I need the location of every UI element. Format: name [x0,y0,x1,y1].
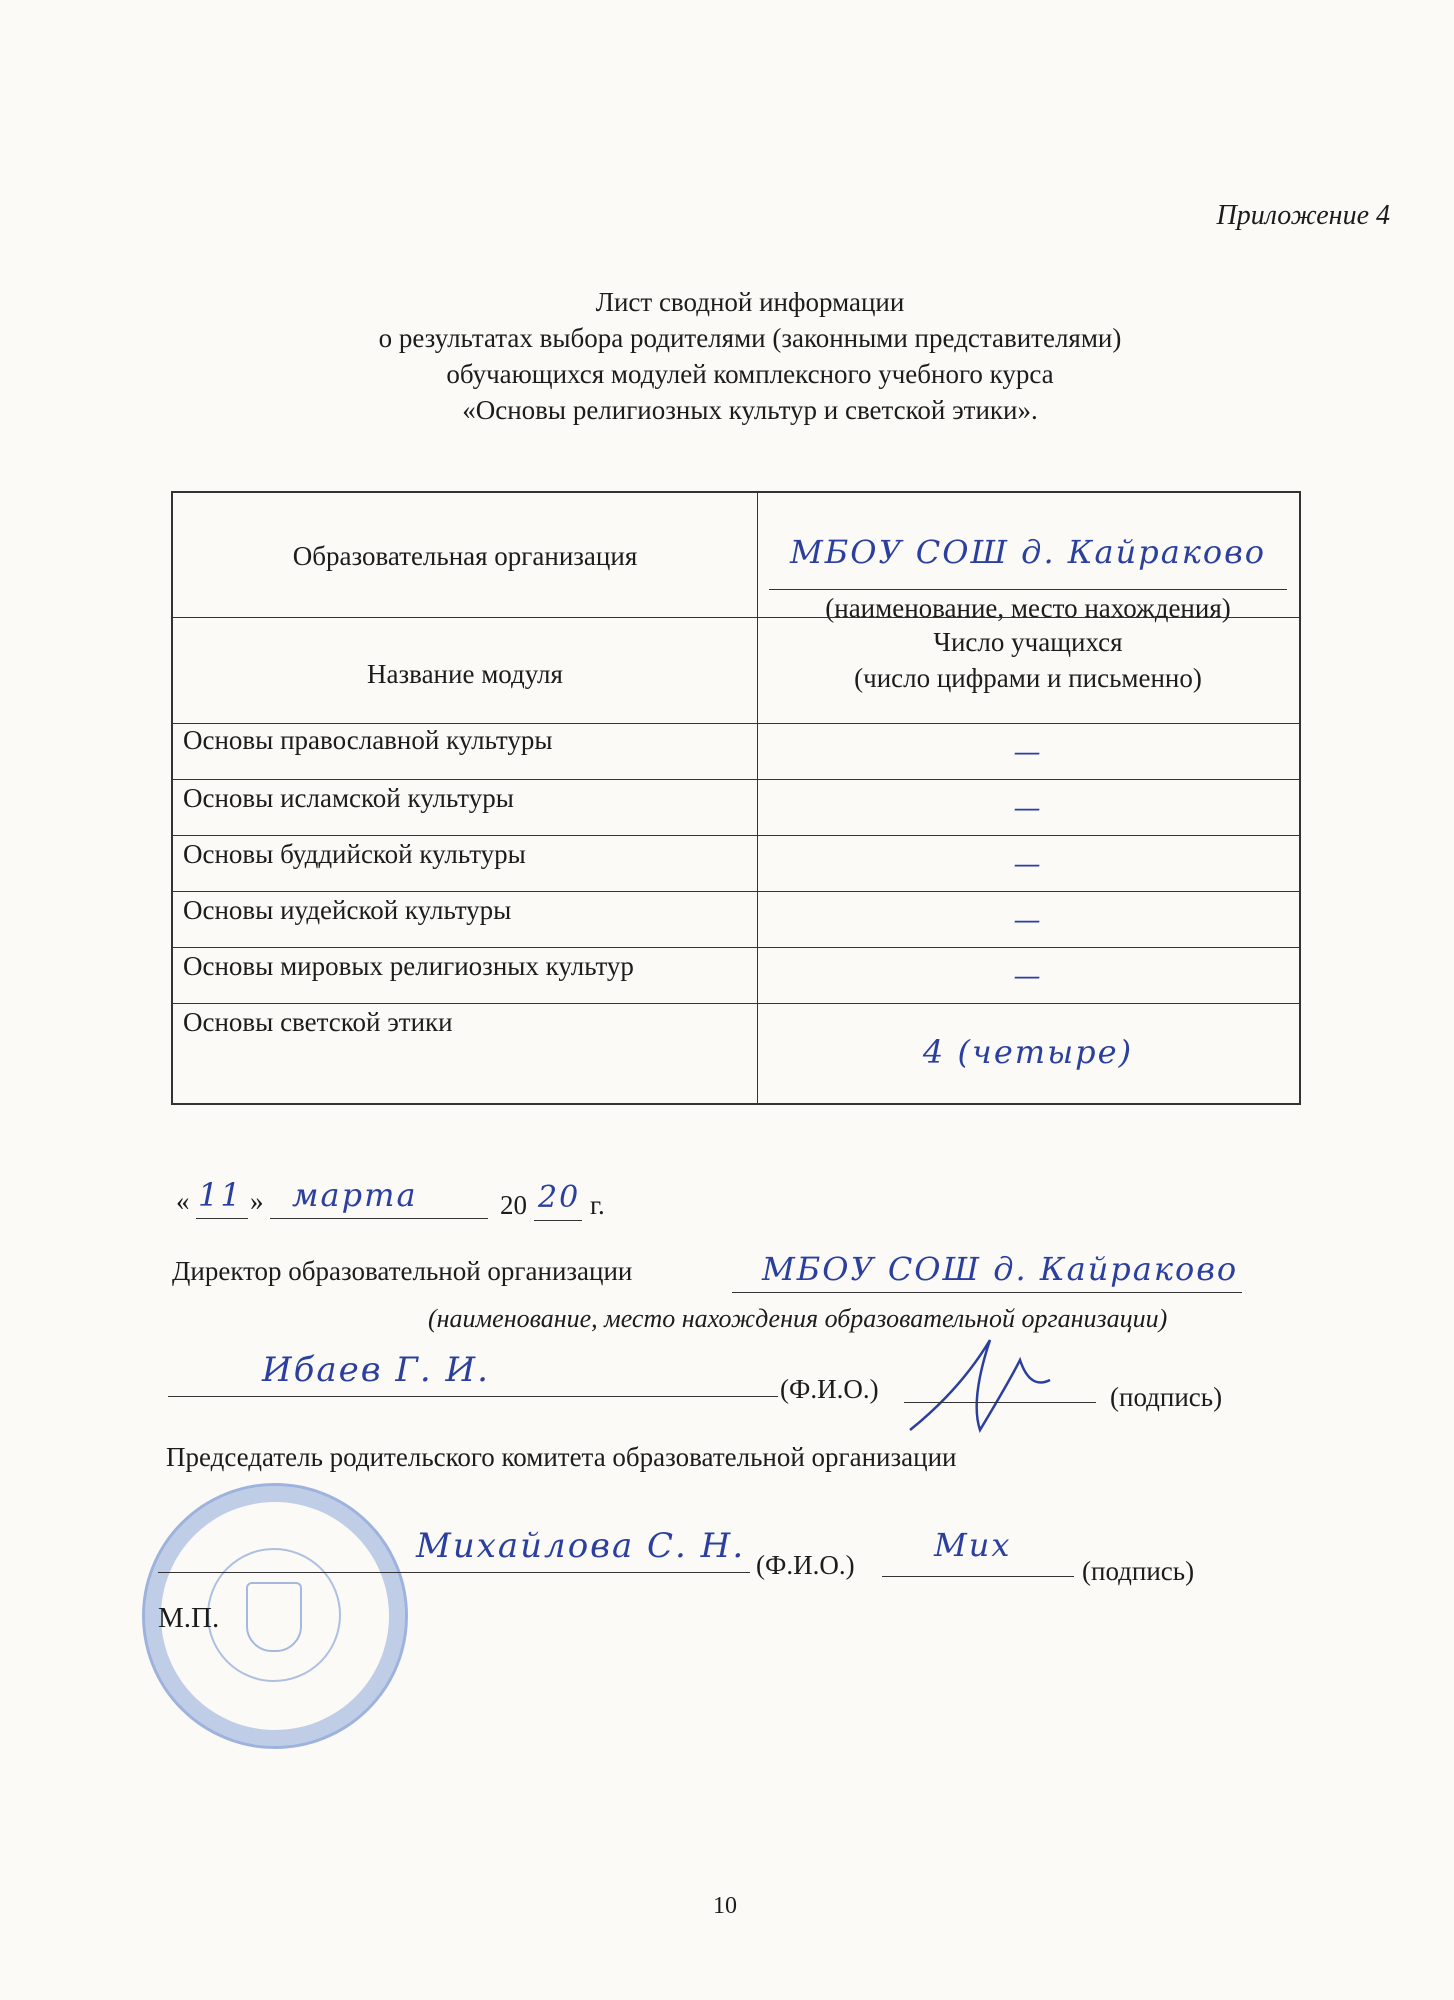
director-name-underline [168,1396,778,1397]
summary-table [171,491,1301,1105]
module-count: — [1013,737,1043,768]
date-year-underline [534,1220,582,1221]
committee-sign-label: (подпись) [1082,1556,1195,1586]
table-row [173,779,1299,780]
director-signature [900,1320,1070,1450]
count-header-1: Число учащихся [933,627,1123,657]
date-open-quote: « [176,1186,190,1216]
org-hint: (наименование, место нахождения) [825,593,1231,623]
appendix-label: Приложение 4 [1216,200,1390,231]
document-title [300,284,1200,428]
date-year-prefix: 20 [500,1190,527,1220]
module-header: Название модуля [367,659,563,689]
committee-sign-underline [882,1576,1074,1577]
org-value-underline [769,589,1287,590]
page-number: 10 [713,1893,737,1919]
stamp-placeholder-label: М.П. [158,1602,220,1634]
table-row [173,1003,1299,1004]
director-org-value: МБОУ СОШ д. Кайраково [762,1250,1239,1288]
date-close-quote: » [250,1186,264,1216]
table-divider [757,493,758,1103]
table-row [173,947,1299,948]
module-name: Основы светской этики [183,1007,453,1037]
director-sign-label: (подпись) [1110,1382,1223,1412]
title-line-4: «Основы религиозных культур и светской этики». [462,395,1038,425]
committee-name-underline [158,1572,750,1573]
count-header-2: (число цифрами и письменно) [854,663,1202,693]
org-value: МБОУ СОШ д. Кайраково [789,533,1267,571]
org-label: Образовательная организация [292,541,638,571]
committee-fio-label: (Ф.И.О.) [756,1550,855,1580]
director-fio-label: (Ф.И.О.) [780,1374,879,1404]
title-line-2: о результатах выбора родителями (законными представителями) [378,323,1122,353]
date-day: 11 [198,1176,243,1214]
title-line-1: Лист сводной информации [595,287,905,317]
director-sign-underline [904,1402,1096,1403]
module-count: — [1013,905,1043,936]
stamp-emblem [246,1582,302,1652]
title-line-3: обучающихся модулей комплексного учебного курса [446,359,1054,389]
date-day-underline [196,1218,248,1219]
director-label: Директор образовательной организации [172,1256,633,1286]
module-name: Основы буддийской культуры [183,839,526,869]
date-year-suffix: 20 [538,1180,581,1215]
table-row [173,835,1299,836]
committee-name: Михайлова С. Н. [416,1526,746,1566]
module-name: Основы православной культуры [183,725,553,755]
director-name: Ибаев Г. И. [262,1350,490,1390]
module-count: 4 (четыре) [922,1033,1134,1071]
date-year-end: г. [590,1190,605,1220]
committee-label: Председатель родительского комитета образовательной организации [166,1442,957,1472]
module-count: — [1013,793,1043,824]
module-count: — [1013,961,1043,992]
table-row [173,617,1299,618]
module-name: Основы исламской культуры [183,783,514,813]
module-name: Основы иудейской культуры [183,895,512,925]
table-row [173,891,1299,892]
committee-signature: Мих [934,1526,1012,1564]
module-name: Основы мировых религиозных культур [183,951,634,981]
director-org-hint: (наименование, место нахождения образовательной организации) [428,1304,1168,1333]
table-row [173,723,1299,724]
date-month: марта [292,1176,418,1214]
module-count: — [1013,849,1043,880]
date-month-underline [270,1218,488,1219]
director-org-underline [732,1292,1242,1293]
